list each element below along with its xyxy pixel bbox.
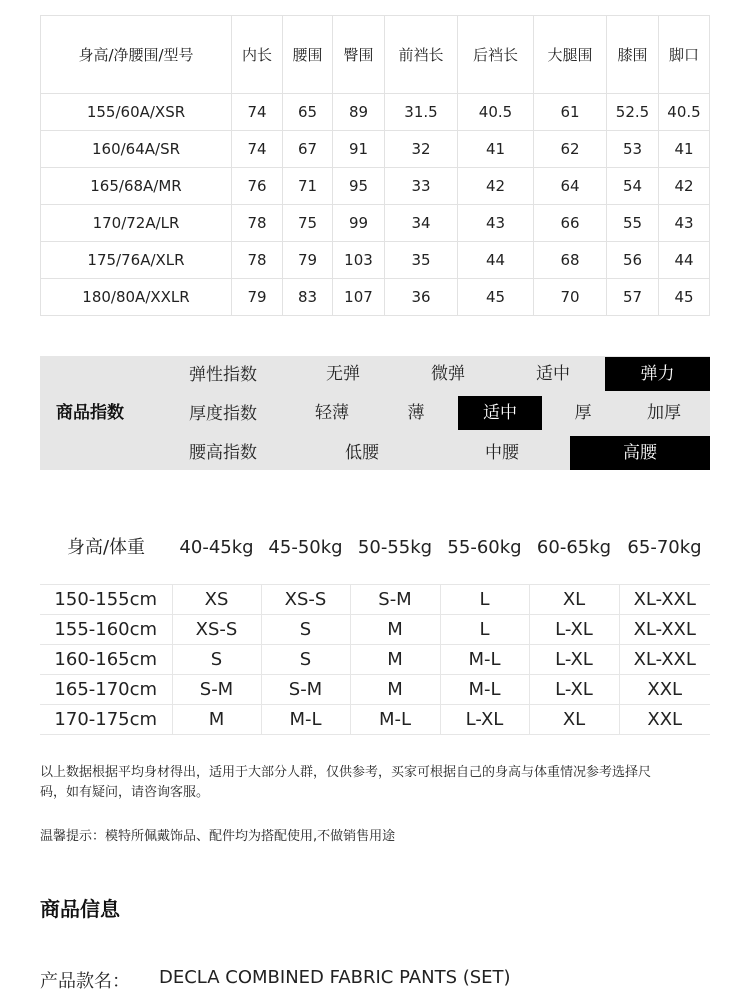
size-cell: S-M (172, 675, 261, 705)
table-cell: 99 (333, 205, 385, 242)
table-row (40, 645, 710, 675)
weight-header: 55-60kg (447, 537, 522, 558)
size-cell: S (172, 645, 261, 675)
table-cell: 107 (333, 279, 385, 316)
table-row (41, 205, 710, 242)
thickness-label: 厚度指数 (189, 404, 257, 424)
size-cell: XXL (619, 705, 710, 735)
table-cell: 89 (333, 94, 385, 131)
height-cell: 165-170cm (40, 675, 172, 705)
elasticity-label: 弹性指数 (189, 365, 257, 385)
size-cell: XL-XXL (619, 585, 710, 615)
height-cell: 155-160cm (40, 615, 172, 645)
header-cell: 前裆长 (385, 16, 458, 94)
height-weight-corner: 身高/体重 (66, 537, 146, 558)
table-cell: 33 (385, 168, 458, 205)
table-cell: 62 (534, 131, 607, 168)
table-cell: 155/60A/XSR (41, 94, 232, 131)
weight-header: 60-65kg (536, 537, 612, 558)
waist-height-option-selected: 高腰 (570, 436, 710, 470)
height-cell: 170-175cm (40, 705, 172, 735)
table-cell: 71 (283, 168, 333, 205)
table-cell: 83 (283, 279, 333, 316)
table-cell: 61 (534, 94, 607, 131)
elasticity-option: 无弹 (326, 364, 360, 384)
table-cell: 45 (659, 279, 710, 316)
table-cell: 36 (385, 279, 458, 316)
size-cell: M-L (350, 705, 440, 735)
header-cell: 身高/净腰围/型号 (41, 16, 232, 94)
table-cell: 34 (385, 205, 458, 242)
size-cell: XL-XXL (619, 615, 710, 645)
table-cell: 53 (607, 131, 659, 168)
thickness-option: 厚 (574, 403, 592, 423)
thickness-option-selected: 适中 (458, 396, 542, 430)
table-cell: 55 (607, 205, 659, 242)
table-cell: 64 (534, 168, 607, 205)
size-cell: M (350, 645, 440, 675)
size-cell: XS-S (261, 585, 350, 615)
size-table (40, 15, 710, 316)
size-cell: M (350, 615, 440, 645)
size-cell: L (440, 615, 529, 645)
table-cell: 41 (458, 131, 534, 168)
table-cell: 78 (232, 242, 283, 279)
header-cell: 臀围 (333, 16, 385, 94)
table-cell: 95 (333, 168, 385, 205)
table-cell: 52.5 (607, 94, 659, 131)
table-cell: 76 (232, 168, 283, 205)
size-cell: S-M (350, 585, 440, 615)
table-cell: 42 (458, 168, 534, 205)
table-cell: 70 (534, 279, 607, 316)
size-cell: L-XL (440, 705, 529, 735)
waist-height-option: 低腰 (345, 443, 379, 463)
header-cell: 腰围 (283, 16, 333, 94)
table-cell: 44 (659, 242, 710, 279)
height-weight-table (40, 584, 710, 735)
table-cell: 57 (607, 279, 659, 316)
table-cell: 170/72A/LR (41, 205, 232, 242)
size-cell: XL-XXL (619, 645, 710, 675)
table-row (40, 675, 710, 705)
header-cell: 内长 (232, 16, 283, 94)
product-name-value: DECLA COMBINED FABRIC PANTS (SET) (159, 967, 511, 988)
table-cell: 68 (534, 242, 607, 279)
table-cell: 40.5 (458, 94, 534, 131)
table-cell: 75 (283, 205, 333, 242)
size-cell: S (261, 645, 350, 675)
table-cell: 175/76A/XLR (41, 242, 232, 279)
table-cell: 180/80A/XXLR (41, 279, 232, 316)
elasticity-option: 适中 (536, 364, 570, 384)
height-cell: 150-155cm (40, 585, 172, 615)
waist-height-option: 中腰 (485, 443, 519, 463)
weight-header: 65-70kg (627, 537, 702, 558)
table-cell: 43 (659, 205, 710, 242)
table-cell: 43 (458, 205, 534, 242)
table-cell: 41 (659, 131, 710, 168)
table-cell: 79 (283, 242, 333, 279)
table-cell: 32 (385, 131, 458, 168)
table-cell: 40.5 (659, 94, 710, 131)
size-cell: L (440, 585, 529, 615)
size-cell: M-L (440, 675, 529, 705)
table-row (41, 279, 710, 316)
table-cell: 160/64A/SR (41, 131, 232, 168)
size-cell: XS-S (172, 615, 261, 645)
elasticity-option-selected: 弹力 (605, 357, 710, 391)
table-row (41, 94, 710, 131)
product-index-title: 商品指数 (56, 403, 124, 423)
size-cell: M (350, 675, 440, 705)
table-cell: 42 (659, 168, 710, 205)
weight-header: 45-50kg (268, 537, 343, 558)
table-cell: 165/68A/MR (41, 168, 232, 205)
size-cell: M-L (261, 705, 350, 735)
table-cell: 103 (333, 242, 385, 279)
size-cell: L-XL (529, 675, 619, 705)
size-cell: S (261, 615, 350, 645)
tip-text: 温馨提示：模特所佩戴饰品、配件均为搭配使用,不做销售用途 (40, 829, 396, 844)
table-cell: 79 (232, 279, 283, 316)
product-index-panel (40, 356, 710, 470)
size-cell: L-XL (529, 645, 619, 675)
size-cell: XL (529, 705, 619, 735)
waist-height-label: 腰高指数 (189, 443, 257, 463)
header-cell: 后裆长 (458, 16, 534, 94)
size-cell: XXL (619, 675, 710, 705)
table-cell: 45 (458, 279, 534, 316)
product-name-label: 产品款名： (40, 971, 130, 992)
table-cell: 66 (534, 205, 607, 242)
table-cell: 74 (232, 94, 283, 131)
size-table-header (41, 16, 710, 94)
size-cell: M-L (440, 645, 529, 675)
table-cell: 78 (232, 205, 283, 242)
elasticity-option: 微弹 (431, 364, 465, 384)
size-cell: L-XL (529, 615, 619, 645)
thickness-option: 薄 (407, 403, 425, 423)
table-row (40, 585, 710, 615)
table-row (41, 131, 710, 168)
table-cell: 65 (283, 94, 333, 131)
table-cell: 44 (458, 242, 534, 279)
disclaimer-line-1: 以上数据根据平均身材得出，适用于大部分人群，仅供参考，买家可根据自己的身高与体重情况参考选择尺 (40, 765, 652, 780)
disclaimer-line-2: 码，如有疑问，请咨询客服。 (40, 785, 210, 800)
header-cell: 膝围 (607, 16, 659, 94)
height-cell: 160-165cm (40, 645, 172, 675)
table-cell: 91 (333, 131, 385, 168)
table-row (41, 168, 710, 205)
header-cell: 大腿围 (534, 16, 607, 94)
weight-header: 50-55kg (357, 537, 433, 558)
thickness-option: 轻薄 (315, 403, 349, 423)
table-cell: 67 (283, 131, 333, 168)
table-cell: 56 (607, 242, 659, 279)
table-cell: 54 (607, 168, 659, 205)
product-info-title: 商品信息 (40, 897, 120, 921)
size-cell: S-M (261, 675, 350, 705)
table-row (40, 705, 710, 735)
table-cell: 35 (385, 242, 458, 279)
table-cell: 31.5 (385, 94, 458, 131)
table-row (41, 242, 710, 279)
table-row (40, 615, 710, 645)
size-cell: XL (529, 585, 619, 615)
size-cell: XS (172, 585, 261, 615)
header-cell: 脚口 (659, 16, 710, 94)
weight-header: 40-45kg (179, 537, 254, 558)
size-cell: M (172, 705, 261, 735)
thickness-option: 加厚 (647, 403, 681, 423)
table-cell: 74 (232, 131, 283, 168)
